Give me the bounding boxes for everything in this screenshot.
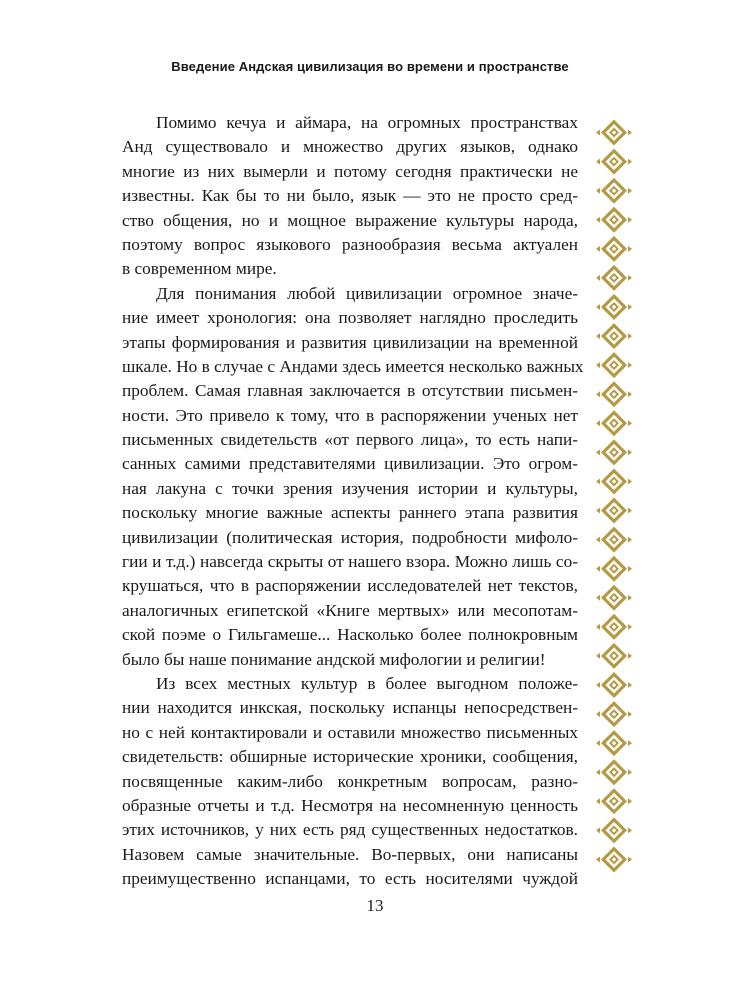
- diamond-motif: [596, 149, 632, 175]
- text-line: поскольку многие важные аспекты раннего этапа развития: [122, 503, 578, 523]
- diamond-motif: [596, 817, 632, 843]
- text-line: цивилизации (политическая история, подробности мифоло-: [122, 527, 578, 547]
- diamond-motif: [596, 730, 632, 756]
- text-line: Анд существовало и множество других языков, однако: [122, 137, 578, 157]
- text-line: образные отчеты и т.д. Несмотря на несомненную ценность: [122, 795, 578, 815]
- text-line: в современном мире.: [122, 259, 277, 279]
- text-line: Для понимания любой цивилизации огромное значе-: [156, 283, 578, 303]
- text-line: поэтому вопрос языкового разнообразия весьма актуален: [122, 234, 578, 254]
- text-line: многие из них вымерли и потому сегодня практически не: [122, 161, 578, 181]
- diamond-motif: [596, 585, 632, 611]
- text-line: нии находится инкская, поскольку испанцы непосредствен-: [122, 698, 578, 718]
- diamond-motif: [596, 381, 632, 407]
- diamond-motif: [596, 468, 632, 494]
- diamond-motif: [596, 323, 632, 349]
- text-line: но с ней контактировали и оставили множество письменных: [122, 722, 578, 742]
- text-line: этапы формирования и развития цивилизации на временной: [122, 332, 578, 352]
- diamond-motif: [596, 236, 632, 262]
- text-line: санных самими представителями цивилизации. Это огром-: [122, 454, 578, 474]
- diamond-motif: [596, 759, 632, 785]
- diamond-motif: [596, 672, 632, 698]
- diamond-motif: [596, 498, 632, 524]
- text-line: известны. Как бы то ни было, язык — это не просто сред-: [122, 186, 578, 206]
- text-line: Из всех местных культур в более выгодном положе-: [156, 673, 578, 693]
- page-number: 13: [366, 896, 384, 915]
- diamond-motif: [596, 527, 632, 553]
- diamond-motif: [596, 614, 632, 640]
- diamond-motif: [596, 788, 632, 814]
- text-line: крушаться, что в распоряжении исследователей нет текстов,: [122, 576, 578, 596]
- text-line: ности. Это привело к тому, что в распоряжении ученых нет: [122, 405, 578, 425]
- diamond-motif: [596, 439, 632, 465]
- diamond-motif: [596, 265, 632, 291]
- body-text: [122, 111, 584, 892]
- diamond-motif: [596, 120, 632, 146]
- text-line: этих источников, у них есть ряд существенных недостатков.: [122, 820, 578, 840]
- text-line: свидетельств: обширные исторические хроники, сообщения,: [122, 747, 578, 767]
- text-line: шкале. Но в случае с Андами здесь имеется несколько важных: [122, 356, 584, 376]
- diamond-motif: [596, 178, 632, 204]
- text-line: ство общения, но и мощное выражение культуры народа,: [122, 210, 578, 230]
- text-line: Назовем самые значительные. Во-первых, они написаны: [122, 844, 578, 864]
- text-line: проблем. Самая главная заключается в отсутствии письмен-: [122, 381, 578, 401]
- diamond-motif: [596, 643, 632, 669]
- diamond-motif: [596, 294, 632, 320]
- diamond-motif: [596, 701, 632, 727]
- diamond-motif: [596, 410, 632, 436]
- text-line: ние имеет хронология: она позволяет наглядно проследить: [122, 308, 578, 328]
- running-head: Введение Андская цивилизация во времени и пространстве: [171, 59, 569, 74]
- diamond-motif: [596, 207, 632, 233]
- text-line: ской поэме о Гильгамеше... Насколько более полнокровным: [122, 625, 578, 645]
- andean-ornament-strip: [595, 118, 633, 874]
- diamond-motif: [596, 352, 632, 378]
- text-line: аналогичных египетской «Книге мертвых» или месопотам-: [122, 600, 578, 620]
- text-line: посвященные каким-либо конкретным вопросам, разно-: [122, 771, 578, 791]
- diamond-motif: [596, 556, 632, 582]
- diamond-motif: [596, 846, 632, 872]
- text-line: письменных свидетельств «от первого лица», то есть напи-: [122, 430, 578, 450]
- text-line: было бы наше понимание андской мифологии и религии!: [122, 649, 546, 669]
- text-line: гии и т.д.) навсегда скрыты от нашего взора. Можно лишь со-: [122, 552, 578, 572]
- text-line: ная лакуна с точки зрения изучения истории и культуры,: [122, 478, 578, 498]
- text-line: преимущественно испанцами, то есть носителями чуждой: [122, 869, 578, 889]
- text-line: Помимо кечуа и аймара, на огромных пространствах: [156, 113, 578, 132]
